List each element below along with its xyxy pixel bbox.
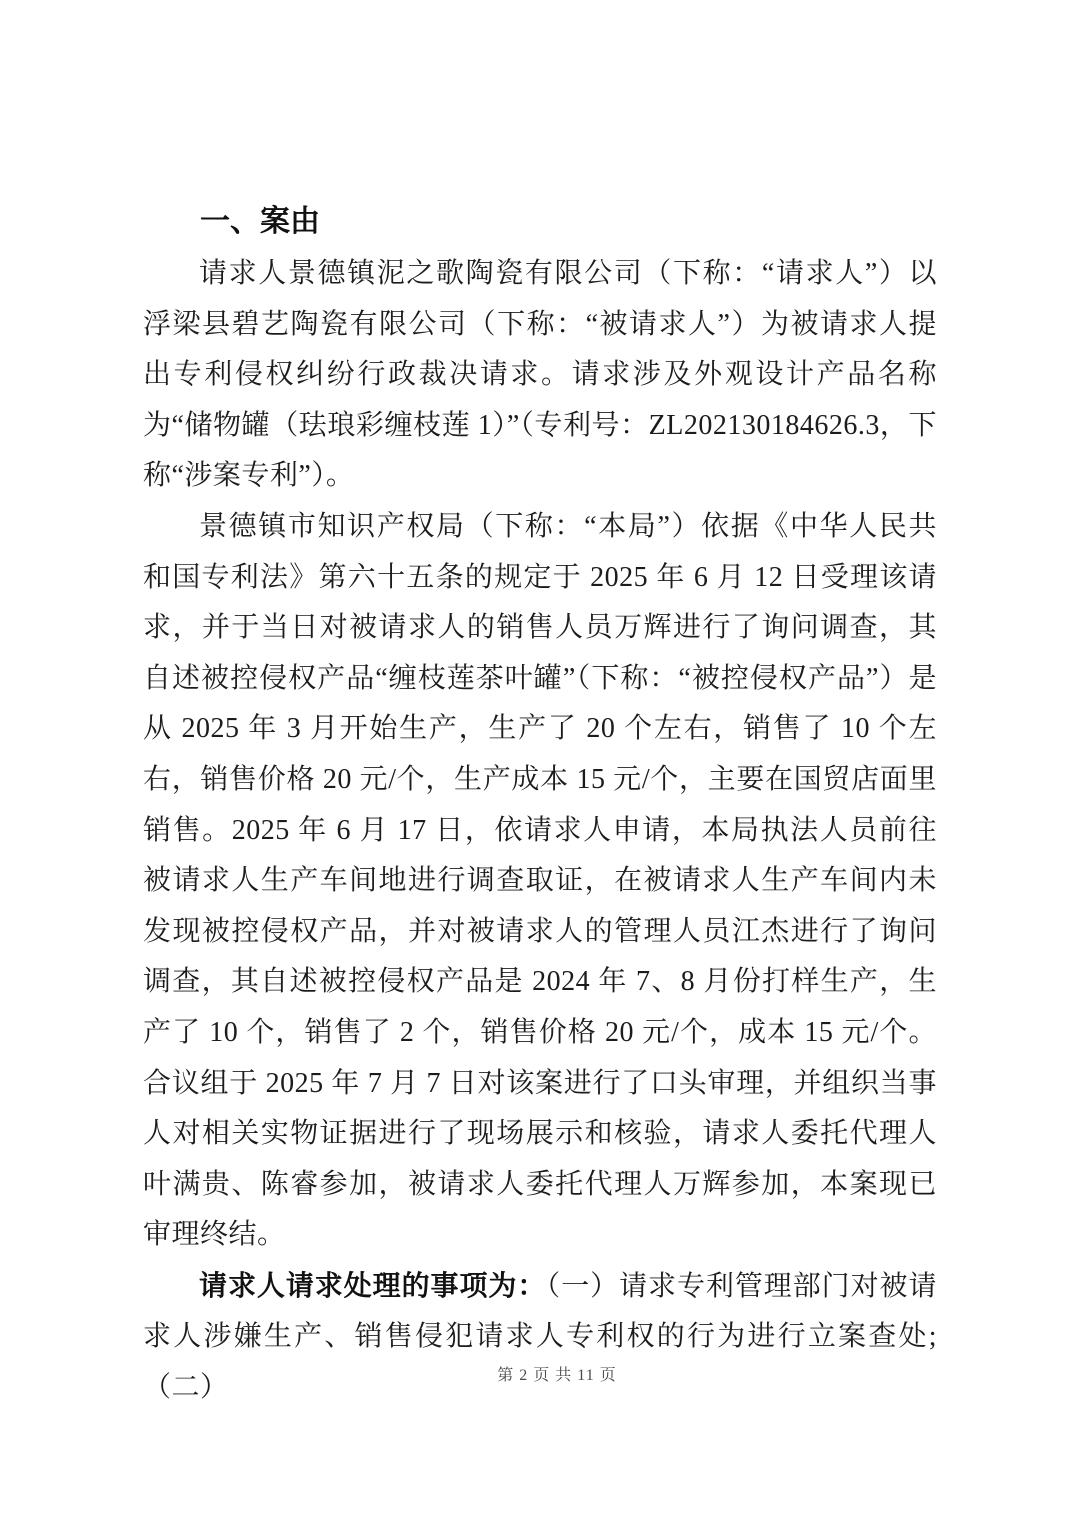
paragraph-case-request: 请求人景德镇泥之歌陶瓷有限公司（下称：“请求人”）以浮梁县碧艺陶瓷有限公司（下称：“被请求人”）为被请求人提出专利侵权纠纷行政裁决请求。请求涉及外观设计产品名称为“储物罐（珐琅彩缠枝莲 1）”（专利号：ZL202130184626.3，下称“涉案专利”）。 xyxy=(143,258,937,492)
paragraph-investigation-facts: 景德镇市知识产权局（下称：“本局”）依据《中华人民共和国专利法》第六十五条的规定于 2025 年 6 月 12 日受理该请求，并于当日对被请求人的销售人员万辉进行了询问调查，其自述被控侵权产品“缠枝莲茶叶罐”（下称：“被控侵权产品”）是从 2025 年 3 月开始生产，生产了 20 个左右，销售了 10 个左右，销售价格 20 元/个，生产成本 15 元/个，主要在国贸店面里销售。2025 年 6 月 17 日，依请求人申请，本局执法人员前往被请求人生产车间地进行调查取证，在被请求人生产车间内未发现被控侵权产品，并对被请求人的管理人员江杰进行了询问调查，其自述被控侵权产品是 2024 年 7、8 月份打样生产，生产了 10 个，销售了 2 个，销售价格 20 元/个，成本 15 元/个。合议组于 2025 年 7 月 7 日对该案进行了口头审理，并组织当事人对相关实物证据进行了现场展示和核验，请求人委托代理人叶满贵、陈睿参加，被请求人委托代理人万辉参加，本案现已审理终结。 xyxy=(143,510,937,1251)
paragraph-bold-lead: 请求人请求处理的事项为： xyxy=(199,1269,547,1301)
page-number-footer: 第 2 页 共 11 页 xyxy=(497,1367,617,1384)
paragraph-continuation: （一）请求专利管理部门对被请求人涉嫌生产、销售侵犯请求人专利权的行为进行立案查处;（二） xyxy=(143,1270,937,1404)
document-content xyxy=(143,195,937,1414)
paragraph-requested-items xyxy=(143,1261,937,1414)
section-heading: 一、案由 xyxy=(200,205,320,238)
